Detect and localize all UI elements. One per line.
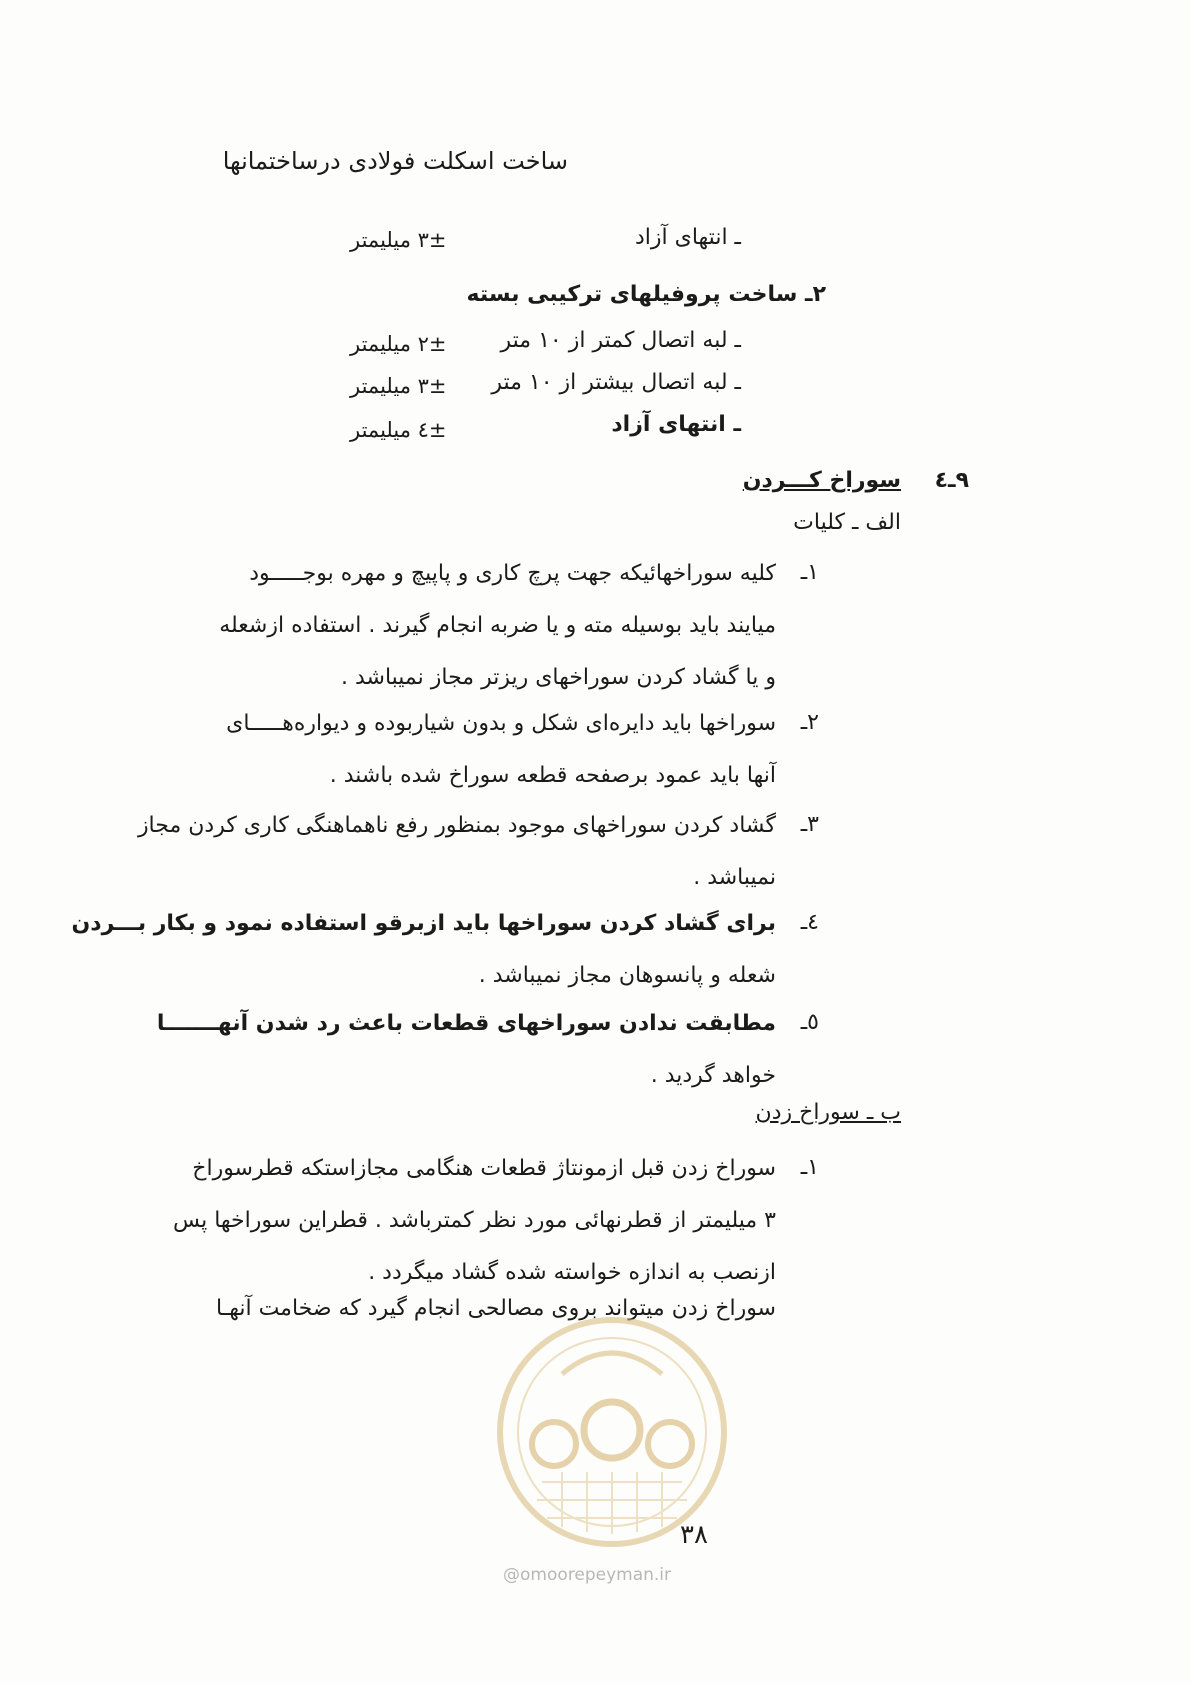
item-line: گشاد کردن سوراخهای موجود بمنظور رفع ناهماهنگی کاری کردن مجاز: [137, 813, 776, 838]
item-line: آنها باید عمود برصفحه قطعه سوراخ شده باشند .: [329, 763, 776, 788]
item-line: برای گشاد کردن سوراخها باید ازبرقو استفاده نمود و بکار بـــردن: [71, 911, 776, 936]
item-line: سوراخ زدن میتواند بروی مصالحی انجام گیرد که ضخامت آنهـا: [216, 1296, 776, 1321]
subsection-b-title: ب ـ سوراخ زدن: [755, 1100, 901, 1125]
tolerance-value: ±٣ میلیمتر: [350, 374, 447, 398]
item-number: ٢ـ: [800, 710, 819, 735]
item-number: ١ـ: [800, 1155, 819, 1180]
item-paragraph: [173, 1143, 776, 1299]
page-number: ٣٨: [680, 1520, 708, 1550]
item-paragraph: [156, 998, 776, 1102]
tolerance-label: ـ لبه اتصال بیشتر از ١٠ متر: [491, 370, 741, 395]
subsection-a-title: الف ـ کلیات: [793, 510, 901, 535]
item-paragraph: [137, 800, 776, 904]
section-title: سوراخ کـــردن: [742, 468, 901, 493]
tolerance-value: ±٤ میلیمتر: [350, 418, 447, 442]
item-number: ٣ـ: [800, 812, 819, 837]
item-line: شعله و پانسوهان مجاز نمیباشد .: [478, 963, 776, 988]
item-line: سوراخ زدن قبل ازمونتاژ قطعات هنگامی مجازاستکه قطرسوراخ: [192, 1156, 776, 1181]
tolerance-label: ـ انتهای آزاد: [634, 225, 741, 250]
item-line: میایند باید بوسیله مته و یا ضربه انجام گیرند . استفاده ازشعله: [219, 613, 776, 638]
section-number: ٩ـ٤: [934, 468, 969, 493]
item-line: خواهد گردید .: [650, 1063, 776, 1088]
item-line: و یا گشاد کردن سوراخهای ریزتر مجاز نمیباشد .: [340, 665, 776, 690]
seal-stamp-icon: [492, 1312, 732, 1552]
item-line: مطابقت ندادن سوراخهای قطعات باعث رد شدن آنهـــــــا: [156, 1011, 776, 1036]
item-line: سوراخها باید دایره‌ای شکل و بدون شیاربوده و دیواره‌هـــــای: [226, 711, 776, 736]
item-paragraph: [176, 548, 776, 704]
item-line: کلیه سوراخهائیکه جهت پرچ کاری و پاپیچ و مهره بوجـــــود: [249, 561, 776, 586]
tolerance-label: ـ لبه اتصال کمتر از ١٠ متر: [500, 328, 741, 353]
item-line: ازنصب به اندازه خواسته شده گشاد میگردد .: [368, 1260, 776, 1285]
tolerance-label: ـ انتهای آزاد: [611, 412, 741, 437]
watermark: @omoorepeyman.ir: [503, 1565, 672, 1585]
item-line: نمیباشد .: [693, 865, 776, 890]
item-number: ١ـ: [800, 560, 819, 585]
tolerance-value: ±٣ میلیمتر: [350, 228, 447, 252]
item-paragraph: [176, 698, 776, 802]
item-number: ٤ـ: [800, 910, 819, 935]
tolerance-heading: ٢ـ ساخت پروفیلهای ترکیبی بسته: [466, 282, 826, 307]
tolerance-value: ±٢ میلیمتر: [350, 332, 447, 356]
item-paragraph: [71, 898, 776, 1002]
item-number: ٥ـ: [800, 1010, 819, 1035]
item-line: ٣ میلیمتر از قطرنهائی مورد نظر کمترباشد . قطراین سوراخها پس: [173, 1208, 776, 1233]
page-header-title: ساخت اسکلت فولادی درساختمانها: [222, 147, 568, 175]
